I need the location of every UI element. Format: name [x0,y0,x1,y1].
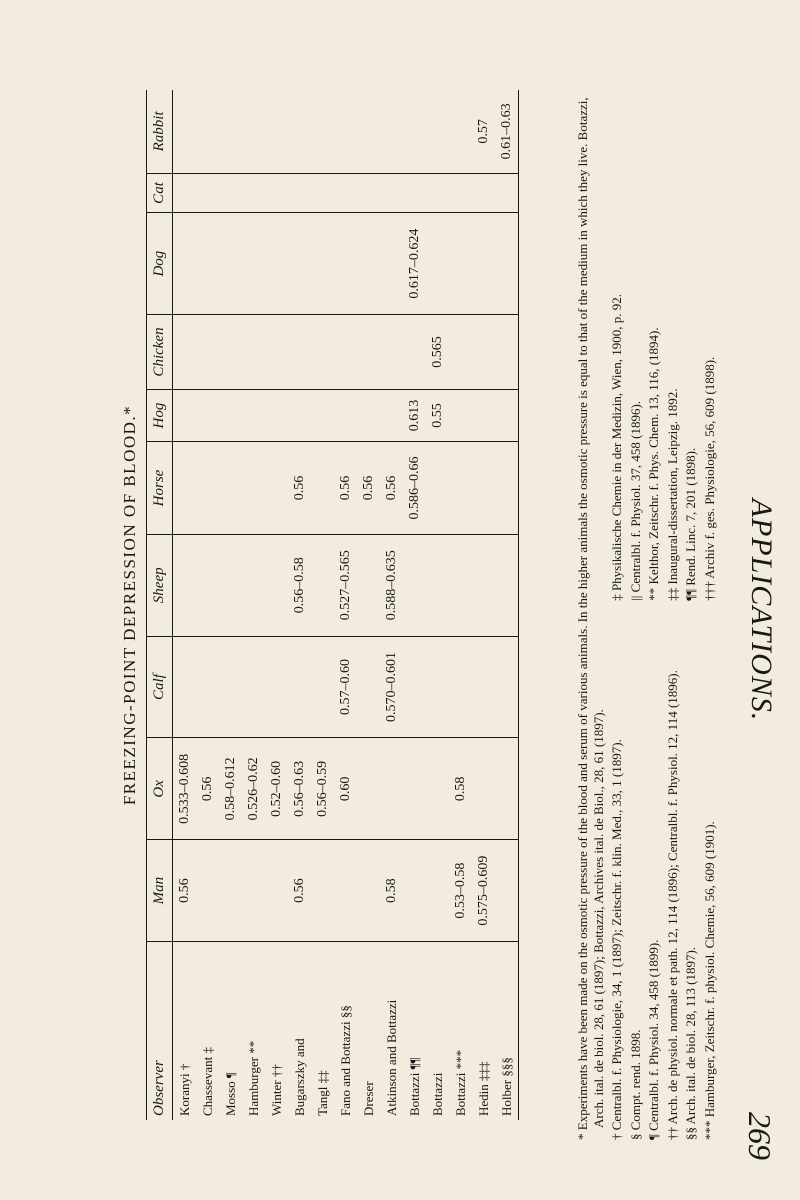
value-cell [196,840,219,942]
value-cell [242,636,265,738]
value-cell [265,534,288,636]
value-cell [472,636,495,738]
value-cell [219,213,242,315]
value-cell [219,90,242,173]
value-cell [357,738,380,840]
value-cell [311,636,334,738]
value-cell [265,213,288,315]
value-cell [242,315,265,390]
column-header: Dog [147,213,173,315]
value-cell [242,213,265,315]
value-cell [288,636,311,738]
footnotes [575,80,720,1140]
table-row [472,90,495,1120]
value-cell [334,389,357,441]
value-cell [265,840,288,942]
data-table [146,90,519,1120]
footnote: ††† Archiv f. ges. Physiologie, 56, 609 (1898). [701,356,717,601]
column-header: Calf [147,636,173,738]
table-row [173,90,197,1120]
value-cell [242,534,265,636]
value-cell [495,840,519,942]
value-cell [173,90,197,173]
value-cell [357,534,380,636]
value-cell: 0.56 [288,442,311,535]
value-cell: 0.617–0.624 [403,213,426,315]
column-header: Horse [147,442,173,535]
value-cell [357,389,380,441]
value-cell [173,442,197,535]
observer-cell: Chassevant ‡ [196,942,219,1121]
value-cell [380,738,403,840]
value-cell [265,636,288,738]
value-cell [472,213,495,315]
value-cell [196,315,219,390]
observer-cell: Koranyi † [173,942,197,1121]
value-cell [495,173,519,213]
value-cell [472,534,495,636]
footnote: ** Kelthor, Zeitschr. f. Phys. Chem. 13, 116, (1894). [646,327,661,601]
value-cell [334,213,357,315]
observer-cell: Atkinson and Bottazzi [380,942,403,1121]
value-cell [196,90,219,173]
value-cell [242,90,265,173]
value-cell: 0.56 [357,442,380,535]
value-cell [288,90,311,173]
value-cell [403,534,426,636]
value-cell [265,389,288,441]
value-cell: 0.52–0.60 [265,738,288,840]
value-cell: 0.565 [426,315,449,390]
value-cell [449,315,472,390]
value-cell [495,315,519,390]
table-row [403,90,426,1120]
observer-cell: Hamburger ** [242,942,265,1121]
value-cell [219,840,242,942]
value-cell [380,173,403,213]
value-cell [357,315,380,390]
observer-cell: Bottazzi *** [449,942,472,1121]
value-cell: 0.58 [449,738,472,840]
value-cell [472,173,495,213]
value-cell [196,636,219,738]
table-header-row [147,90,173,1120]
value-cell [265,442,288,535]
table-caption: FREEZING-POINT DEPRESSION OF BLOOD.* [120,404,139,806]
footnote: ¶ Centralbl. f. Physiol. 34, 458 (1899). [646,939,661,1140]
value-cell: 0.57–0.60 [334,636,357,738]
value-cell: 0.526–0.62 [242,738,265,840]
table-row [265,90,288,1120]
observer-cell: Dreser [357,942,380,1121]
value-cell: 0.61–0.63 [495,90,519,173]
value-cell [219,315,242,390]
column-header: Observer [147,942,173,1121]
freezing-point-table [120,90,540,1120]
value-cell [403,315,426,390]
value-cell [311,389,334,441]
value-cell: 0.56 [288,840,311,942]
table-row [334,90,357,1120]
value-cell: 0.56–0.63 [288,738,311,840]
value-cell [449,636,472,738]
footnote: * Experiments have been made on the osmotic pressure of the blood and serum of various animals. In the higher animals the osmotic pressure is equal to that of the medium in which they live. Botazzi, Arch. ital. de biol. 28, 61 (1897); Bottazzi, Archives ital. de Biol., 28, 61 (1897). [575,97,606,1140]
value-cell [265,315,288,390]
value-cell [449,173,472,213]
value-cell [357,173,380,213]
value-cell [173,173,197,213]
value-cell [472,738,495,840]
table-row [449,90,472,1120]
table-body [173,90,519,1120]
value-cell [380,213,403,315]
value-cell [242,173,265,213]
value-cell [357,90,380,173]
value-cell [495,389,519,441]
value-cell [403,840,426,942]
value-cell [426,636,449,738]
column-header: Man [147,840,173,942]
value-cell [219,534,242,636]
value-cell [196,534,219,636]
value-cell: 0.56 [196,738,219,840]
value-cell [449,90,472,173]
value-cell [495,442,519,535]
value-cell [311,213,334,315]
value-cell [311,534,334,636]
value-cell [242,840,265,942]
table-row [242,90,265,1120]
footnote-row [702,80,721,1140]
value-cell: 0.56 [334,442,357,535]
value-cell [311,840,334,942]
value-cell [288,173,311,213]
value-cell [380,389,403,441]
observer-cell: Holber §§§ [495,942,519,1121]
value-cell [449,213,472,315]
value-cell [426,213,449,315]
value-cell [265,90,288,173]
observer-cell: Bottazzi ¶¶ [403,942,426,1121]
value-cell [265,173,288,213]
footnote: || Centralbl. f. Physiol. 37, 458 (1896). [627,400,643,601]
value-cell: 0.56–0.59 [311,738,334,840]
footnote-row [646,80,665,1140]
value-cell [449,389,472,441]
value-cell: 0.570–0.601 [380,636,403,738]
value-cell [472,442,495,535]
page-number: 269 [742,1112,778,1160]
observer-cell: Mosso ¶ [219,942,242,1121]
value-cell [288,213,311,315]
column-header: Sheep [147,534,173,636]
value-cell [495,213,519,315]
observer-cell: Fano and Bottazzi §§ [334,942,357,1121]
value-cell [426,534,449,636]
value-cell [334,315,357,390]
value-cell: 0.613 [403,389,426,441]
value-cell [426,173,449,213]
table-row [357,90,380,1120]
footnote-row [609,80,628,1140]
table-row [288,90,311,1120]
value-cell [173,315,197,390]
value-cell [403,636,426,738]
table-row [196,90,219,1120]
value-cell [196,173,219,213]
value-cell [311,442,334,535]
value-cell [219,636,242,738]
footnote-row [628,80,647,1140]
value-cell: 0.588–0.635 [380,534,403,636]
value-cell [219,442,242,535]
value-cell [357,636,380,738]
value-cell [357,840,380,942]
value-cell [196,442,219,535]
column-header: Chicken [147,315,173,390]
value-cell [449,534,472,636]
value-cell [426,840,449,942]
value-cell [495,636,519,738]
value-cell: 0.56–0.58 [288,534,311,636]
value-cell [403,90,426,173]
value-cell [334,840,357,942]
table-row [426,90,449,1120]
value-cell [403,173,426,213]
value-cell: 0.575–0.609 [472,840,495,942]
table-row [380,90,403,1120]
footnote: ‡ Physikalische Chemie in der Medizin, Wien, 1900, p. 92. [609,293,624,601]
page-header [734,60,778,1160]
value-cell [173,213,197,315]
value-cell: 0.55 [426,389,449,441]
value-cell: 0.57 [476,119,491,144]
footnote: *** Hamburger, Zeitschr. f. physiol. Chemie, 56, 609 (1901). [701,821,717,1140]
value-cell: 0.53–0.58 [449,840,472,942]
value-cell [311,315,334,390]
value-cell: 0.56 [173,840,197,942]
column-header: Rabbit [147,90,173,173]
value-cell: 0.56 [380,442,403,535]
footnote: §§ Arch. ital. de biol. 28, 113 (1897). [683,946,698,1140]
value-cell [426,90,449,173]
value-cell [472,315,495,390]
value-cell [472,389,495,441]
value-cell [495,534,519,636]
value-cell [403,738,426,840]
value-cell [357,213,380,315]
value-cell [380,90,403,173]
table-row [219,90,242,1120]
value-cell [380,315,403,390]
observer-cell: Bottazzi [426,942,449,1121]
value-cell [426,442,449,535]
table-row [311,90,334,1120]
value-cell [288,389,311,441]
column-header: Hog [147,389,173,441]
footnote: †† Arch. de physiol. normale et path. 12, 114 (1896); Centralbl. f. Physiol. 12, 114 (1896). [664,670,680,1140]
value-cell [196,213,219,315]
footnote-row [683,80,702,1140]
observer-cell: Winter †† [265,942,288,1121]
footnote-row [665,80,684,1140]
observer-cell: Hedin ‡‡‡ [472,942,495,1121]
table-row [495,90,519,1120]
value-cell [196,389,219,441]
value-cell [288,315,311,390]
footnote: § Compt. rend. 1898. [627,1029,643,1140]
value-cell [242,389,265,441]
column-header: Ox [147,738,173,840]
value-cell [242,442,265,535]
running-title: APPLICATIONS. [745,498,778,722]
value-cell [219,389,242,441]
value-cell [311,90,334,173]
value-cell: 0.586–0.66 [403,442,426,535]
value-cell [426,738,449,840]
value-cell: 0.533–0.608 [173,738,197,840]
value-cell [449,442,472,535]
value-cell: 0.527–0.565 [334,534,357,636]
footnote: ‡‡ Inaugural-dissertation, Leipzig. 1892. [664,388,680,601]
column-header: Cat [147,173,173,213]
value-cell: 0.58 [380,840,403,942]
observer-cell: Tangl ‡‡ [311,942,334,1121]
value-cell [173,636,197,738]
value-cell [334,173,357,213]
value-cell [311,173,334,213]
value-cell: 0.58–0.612 [219,738,242,840]
value-cell: 0.60 [334,738,357,840]
observer-cell: Bugarszky and [288,942,311,1121]
value-cell [495,738,519,840]
footnote: ¶¶ Rend. Linc. 7, 201 (1898). [683,447,698,601]
value-cell [173,534,197,636]
value-cell [219,173,242,213]
footnote: † Centralbl. f. Physiologie, 34, 1 (1897); Zeitschr. f. klin. Med., 33, 1 (1897). [609,739,624,1140]
value-cell [173,389,197,441]
value-cell [334,90,357,173]
